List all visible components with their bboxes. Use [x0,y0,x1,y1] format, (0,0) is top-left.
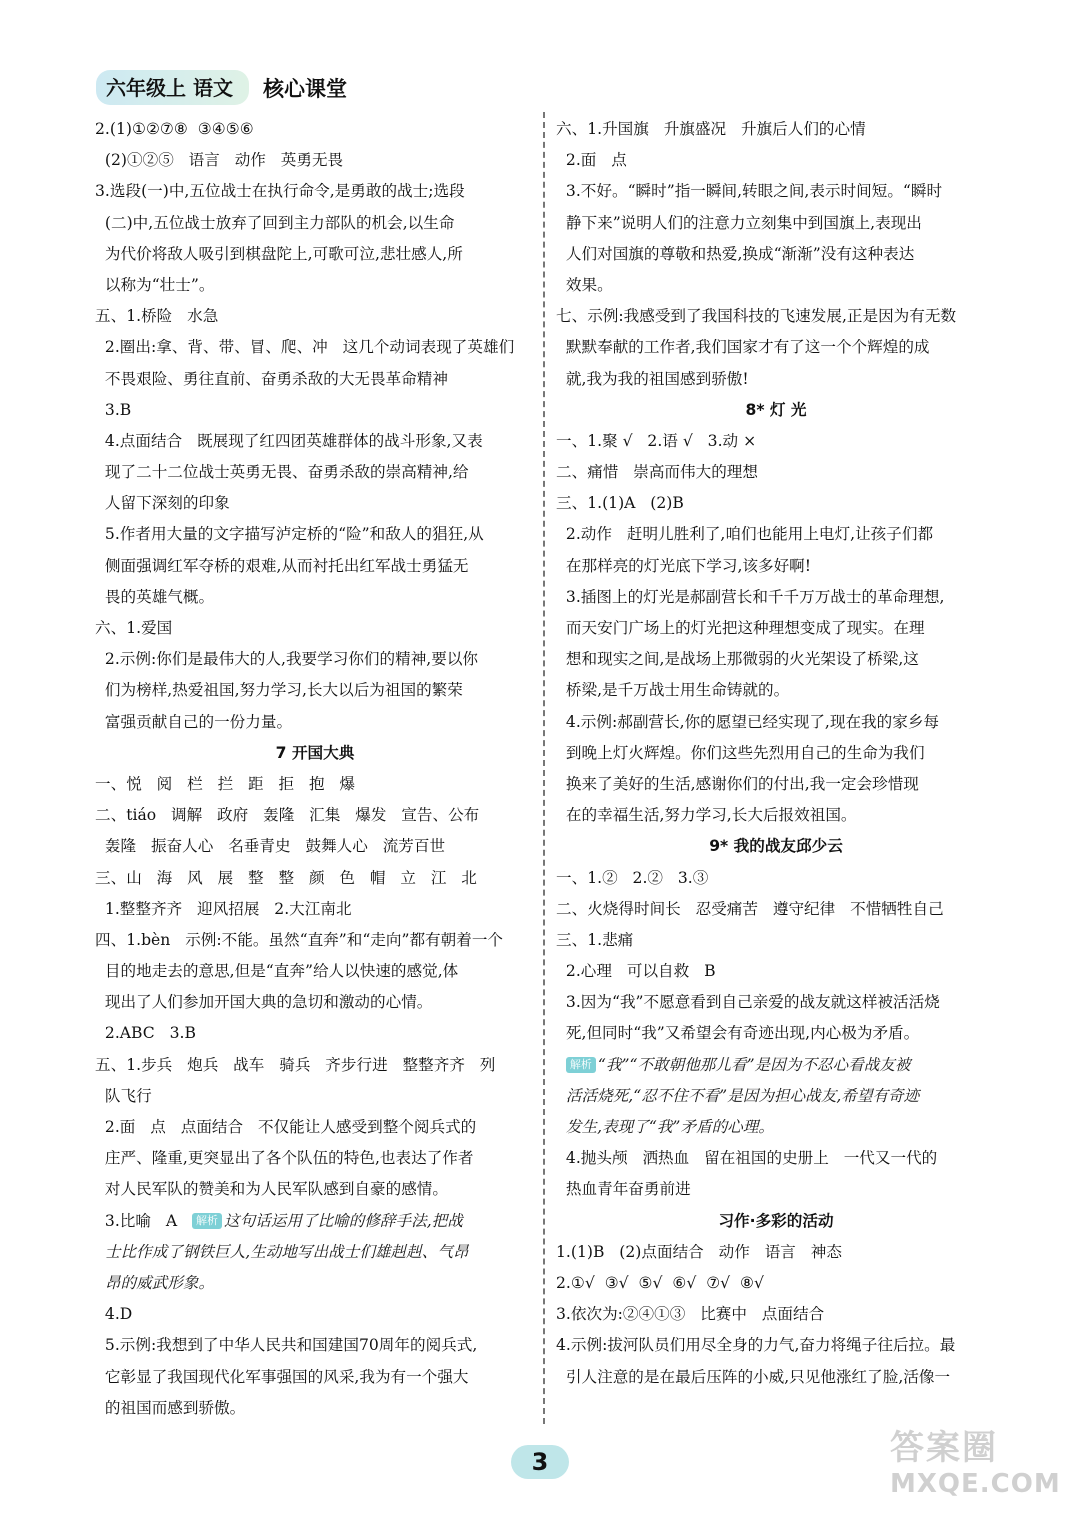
answer-line: 三、山 海 风 展 整 整 颜 色 帽 立 江 北 [95,868,477,887]
answer-line: 2.(1)①②⑦⑧ ③④⑤⑥ [95,120,254,138]
answer-line: 现出了人们参加开国大典的急切和激动的心情。 [95,993,433,1012]
answer-line: 3.选段(一)中,五位战士在执行命令,是勇敢的战士;选段 [95,182,465,201]
analysis-note: 士比作成了钢铁巨人,生动地写出战士们雄赳赳、气昂 [95,1242,469,1261]
answer-line: 4.D [95,1305,133,1324]
answer-line: 效果。 [556,275,613,294]
answer-line-with-note [556,1050,996,1081]
answer-line: 人留下深刻的印象 [95,494,230,513]
answer-line: 3.因为“我”不愿意看到自己亲爱的战友就这样被活活烧 [556,993,940,1012]
answer-line: 队飞行 [95,1086,152,1105]
analysis-tag: 解析 [192,1213,222,1229]
answer-line: 的祖国而感到骄傲。 [95,1398,246,1417]
answer-line: 5.示例:我想到了中华人民共和国建国70周年的阅兵式, [95,1336,478,1355]
answer-line: 以称为“壮士”。 [95,275,215,294]
brand-title: 核心课堂 [262,76,347,101]
answer-line: 三、1.(1)A (2)B [556,494,684,513]
answer-line: 六、1.爱国 [95,619,173,637]
section-title-lesson-7: 7 开国大典 [275,743,355,762]
answer-line: 默默奉献的工作者,我们国家才有了这一个个辉煌的成 [556,338,930,357]
answer-line: 3.依次为:②④①③ 比赛中 点面结合 [556,1305,825,1324]
answer-line: 2.①√ ③√ ⑤√ ⑥√ ⑦√ ⑧√ [556,1273,764,1292]
answer-line: (2)①②⑤ 语言 动作 英勇无畏 [95,151,344,170]
subject-label: 语文 [192,76,233,100]
analysis-note: 活活烧死,“忍不住不看”是因为担心战友,希望有奇迹 [556,1086,920,1105]
grade-label: 六年级上 [106,76,186,100]
watermark-text: 答案圈 [890,1428,998,1468]
answer-line: 2.ABC 3.B [95,1024,196,1043]
section-title-writing: 习作·多彩的活动 [718,1211,834,1230]
answer-text: 3.比喻 A [95,1211,192,1230]
answer-line: 对人民军队的赞美和为人民军队感到自豪的感情。 [95,1180,448,1199]
answer-line: 4.点面结合 既展现了红四团英雄群体的战斗形象,又表 [95,431,483,450]
answer-line: 2.圈出:拿、背、带、冒、爬、冲 这几个动词表现了英雄们 [95,338,515,357]
answer-line: 就,我为我的祖国感到骄傲! [556,369,749,388]
answer-line: 不畏艰险、勇往直前、奋勇杀敌的大无畏革命精神 [95,369,448,388]
answer-line: 一、1.② 2.② 3.③ [556,868,709,887]
answer-line: 3.不好。“瞬时”指一瞬间,转眼之间,表示时间短。“瞬时 [556,182,943,201]
section-title-lesson-9: 9* 我的战友邱少云 [709,837,843,856]
answer-line: 现了二十二位战士英勇无畏、奋勇杀敌的崇高精神,给 [95,463,469,482]
analysis-tag: 解析 [566,1057,596,1073]
answer-line: 3.插图上的灯光是郝副营长和千千万万战士的革命理想, [556,587,945,606]
answer-line: 2.心理 可以自救 B [556,962,716,981]
analysis-note: “我”“不敢朝他那儿看”是因为不忍心看战友被 [597,1055,911,1074]
page-header [96,70,347,105]
answer-line: 庄严、隆重,更突显出了各个队伍的特色,也表达了作者 [95,1149,474,1168]
answer-line: 在那样亮的灯光底下学习,该多好啊! [556,556,812,575]
answer-line: 三、1.悲痛 [556,930,634,949]
answer-line: 静下来”说明人们的注意力立刻集中到国旗上,表现出 [556,213,922,232]
answer-line: 5.作者用大量的文字描写泸定桥的“险”和敌人的猖狂,从 [95,525,484,544]
answer-line: 七、示例:我感受到了我国科技的飞速发展,正是因为有无数 [556,307,957,326]
answer-line: 二、痛惜 崇高而伟大的理想 [556,463,758,482]
answer-line: 二、tiáo 调解 政府 轰隆 汇集 爆发 宣告、公布 [95,806,480,825]
answer-line: (二)中,五位战士放弃了回到主力部队的机会,以生命 [95,213,455,232]
answer-line: 4.示例:郝副营长,你的愿望已经实现了,现在我的家乡每 [556,712,940,731]
answer-line: 2.面 点 点面结合 不仅能让人感受到整个阅兵式的 [95,1118,477,1136]
right-column [556,114,996,1393]
answer-line: 五、1.桥险 水急 [95,307,219,326]
analysis-note: 这句话运用了比喻的修辞手法,把战 [223,1211,463,1230]
answer-line: 在的幸福生活,努力学习,长大后报效祖国。 [556,806,857,825]
answer-line: 死,但同时“我”又希望会有奇迹出现,内心极为矛盾。 [556,1024,920,1043]
answer-line: 2.动作 赶明儿胜利了,咱们也能用上电灯,让孩子们都 [556,525,934,544]
answer-line-with-note [95,1206,535,1237]
answer-line: 到晚上灯火辉煌。你们这些先烈用自己的生命为我们 [556,743,925,762]
grade-subject-tag [96,70,249,105]
answer-line: 畏的英雄气概。 [95,587,215,606]
answer-line: 2.面 点 [556,151,627,170]
answer-line: 桥梁,是千万战士用生命铸就的。 [556,681,790,700]
answer-line: 3.B [95,400,132,419]
answer-line: 4.抛头颅 洒热血 留在祖国的史册上 一代又一代的 [556,1149,938,1168]
answer-line: 它彰显了我国现代化军事强国的风采,我为有一个强大 [95,1367,469,1386]
answer-line: 富强贡献自己的一份力量。 [95,712,293,731]
page-number: 3 [511,1445,569,1479]
answer-line: 1.(1)B (2)点面结合 动作 语言 神态 [556,1242,842,1261]
answer-line: 1.整整齐齐 迎风招展 2.大江南北 [95,899,352,918]
answer-line: 轰隆 振奋人心 名垂青史 鼓舞人心 流芳百世 [95,837,446,856]
answer-line: 2.示例:你们是最伟大的人,我要学习你们的精神,要以你 [95,650,479,669]
answer-line: 引人注意的是在最后压阵的小威,只见他涨红了脸,活像一 [556,1367,951,1386]
answer-line: 换来了美好的生活,感谢你们的付出,我一定会珍惜现 [556,774,919,793]
answer-line: 而天安门广场上的灯光把这种理想变成了现实。在理 [556,619,925,637]
answer-line: 4.示例:拔河队员们用尽全身的力气,奋力将绳子往后拉。最 [556,1336,956,1355]
answer-line: 热血青年奋勇前进 [556,1180,691,1199]
answer-line: 为代价将敌人吸引到棋盘陀上,可歌可泣,悲壮感人,所 [95,244,463,263]
answer-line: 侧面强调红军夺桥的艰难,从而衬托出红军战士勇猛无 [95,556,469,575]
answer-line: 五、1.步兵 炮兵 战车 骑兵 齐步行进 整整齐齐 列 [95,1055,496,1074]
section-title-lesson-8: 8* 灯 光 [745,400,807,419]
column-divider [543,112,545,1424]
analysis-note: 发生,表现了“我”矛盾的心理。 [556,1118,774,1136]
answer-line: 四、1.bèn 示例:不能。虽然“直奔”和“走向”都有朝着一个 [95,930,504,949]
answer-line: 们为榜样,热爱祖国,努力学习,长大以后为祖国的繁荣 [95,681,463,700]
watermark-url: MXQE.COM [890,1469,1061,1499]
answer-line: 人们对国旗的尊敬和热爱,换成“渐渐”没有这种表达 [556,244,915,263]
left-column [95,114,535,1424]
answer-line: 六、1.升国旗 升旗盛况 升旗后人们的心情 [556,120,866,138]
answer-line: 一、1.聚 √ 2.语 √ 3.动 × [556,431,757,450]
analysis-note: 昂的威武形象。 [95,1273,215,1292]
watermark-logo [890,1420,1060,1530]
answer-line: 想和现实之间,是战场上那微弱的火光架设了桥梁,这 [556,650,919,669]
answer-line: 二、火烧得时间长 忍受痛苦 遵守纪律 不惜牺牲自己 [556,899,944,918]
answer-line: 一、悦 阅 栏 拦 距 拒 抱 爆 [95,774,356,793]
answer-line: 目的地走去的意思,但是“直奔”给人以快速的感觉,体 [95,962,459,981]
